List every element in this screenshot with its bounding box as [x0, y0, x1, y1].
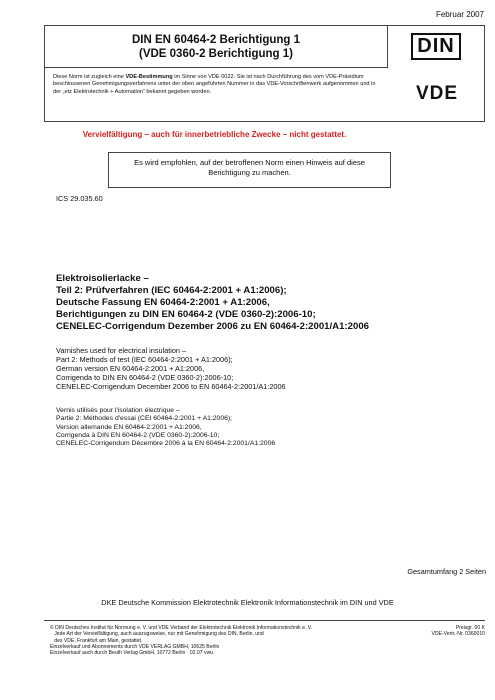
french-title-line: Version allemande EN 60464-2:2001 + A1:2006, [56, 423, 202, 431]
copyright-line: Einzelverkauf auch durch Beuth Verlag GmbH, 10772 Berlin · 02.07 vwu [50, 650, 214, 657]
french-title [56, 407, 486, 448]
german-title-line: CENELEC-Corrigendum Dezember 2006 zu EN 60464-2:2001/A1:2006 [56, 321, 369, 332]
copyright-line: © DIN Deutsches Institut für Normung e. V. und VDE Verband der Elektrotechnik Elektronik Informationstechnik e. V. [50, 625, 313, 631]
english-title [56, 346, 486, 391]
reproduction-warning: Vervielfältigung – auch für innerbetriebliche Zwecke – nicht gestattet. [82, 130, 347, 139]
total-pages: Gesamtumfang 2 Seiten [407, 567, 486, 576]
price-group: Preisgr. 00 K [455, 625, 485, 631]
french-title-line: Corrigenda à DIN EN 60464-2 (VDE 0360-2):2006-10; [56, 431, 220, 439]
title-line-2: (VDE 0360-2 Berichtigung 1) [138, 48, 293, 60]
copyright-line: des VDE, Frankfurt am Main, gestattet. [50, 637, 143, 644]
vde-note-pre: Diese Norm ist zugleich eine [53, 74, 126, 80]
logo-cell [388, 26, 484, 121]
vde-note-post: im Sinne von VDE 0022. Sie ist nach Durchführung des vom VDE-Präsidium beschlossenen Genehmigungsverfahrens unter der oben angeführten Nummer in das VDE-Vorschriftenwerk aufgenommen und in der „etz Elektrotechnik + Automation“ bekannt gegeben worden. [53, 74, 376, 95]
publication-date: Februar 2007 [435, 10, 484, 19]
price-info [431, 625, 485, 638]
copyright-notice [50, 625, 410, 656]
recommendation-line-2: Berichtigung zu machen. [208, 168, 291, 177]
english-title-line: Corrigenda to DIN EN 60464-2 (VDE 0360-2):2006-10; [56, 373, 234, 383]
english-title-line: German version EN 60464-2:2001 + A1:2006, [56, 364, 205, 374]
footer [44, 620, 485, 657]
english-title-line: CENELEC-Corrigendum December 2006 to EN 60464-2:2001/A1:2006 [56, 382, 286, 392]
copyright-line: Einzelverkauf und Abonnements durch VDE VERLAG GMBH, 10625 Berlin [50, 643, 220, 650]
vde-note-bold: VDE-Bestimmung [125, 74, 173, 80]
german-title-line: Deutsche Fassung EN 60464-2:2001 + A1:2006, [56, 297, 270, 308]
document-title [45, 26, 388, 68]
english-title-line: Varnishes used for electrical insulation – [56, 346, 187, 355]
header-box [44, 25, 485, 122]
vde-note [53, 74, 383, 96]
german-title-line: Teil 2: Prüfverfahren (IEC 60464-2:2001 + A1:2006); [56, 285, 287, 296]
ics-code: ICS 29.035.60 [56, 194, 103, 203]
copyright-line: Jede Art der Vervielfältigung, auch auszugsweise, nur mit Genehmigung des DIN, Berlin, und [50, 631, 264, 638]
vde-logo: VDE [415, 83, 459, 104]
french-title-line: Vernis utilisés pour l'isolation électrique – [56, 407, 180, 414]
french-title-line: CENELEC-Corrigendum Décembre 2006 à la EN 60464-2:2001/A1:2006 [56, 440, 276, 448]
german-title-line: Elektroisolierlacke – [56, 273, 149, 284]
french-title-line: Partie 2: Méthodes d'essai (CEI 60464-2:2001 + A1:2006); [56, 415, 233, 423]
english-title-line: Part 2: Methods of test (IEC 60464-2:2001 + A1:2006); [56, 355, 233, 365]
recommendation-line-1: Es wird empfohlen, auf der betroffenen Norm einen Hinweis auf diese [134, 158, 365, 167]
dke-line: DKE Deutsche Kommission Elektrotechnik Elektronik Informationstechnik im DIN und VDE [101, 598, 394, 607]
title-line-1: DIN EN 60464-2 Berichtigung 1 [131, 34, 301, 46]
vde-number: VDE-Vertr.-Nr. 0360010 [431, 631, 485, 638]
din-logo: DIN [411, 33, 461, 60]
german-title-line: Berichtigungen zu DIN EN 60464-2 (VDE 0360-2):2006-10; [56, 309, 316, 320]
recommendation-box [108, 152, 391, 188]
german-title [56, 273, 486, 333]
